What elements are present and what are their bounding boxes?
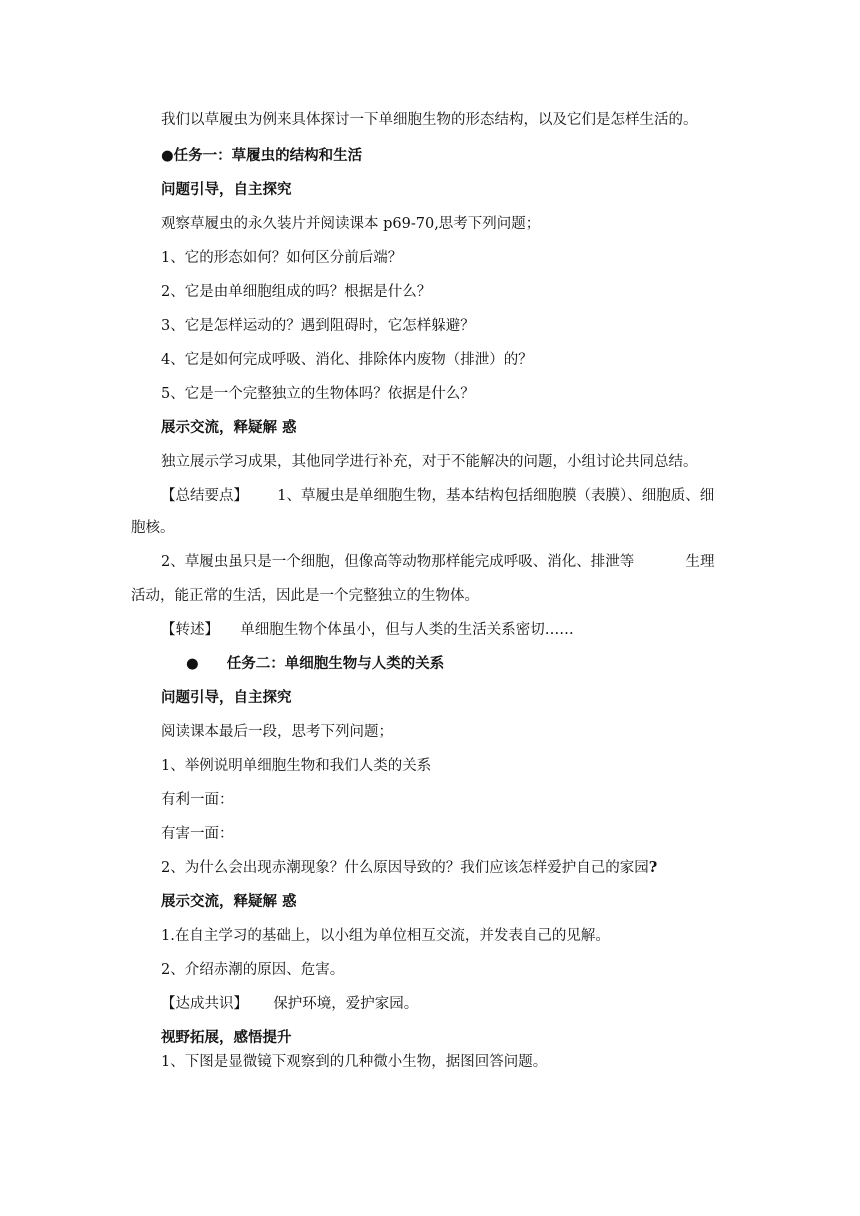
question-5: 5、它是一个完整独立的生物体吗？依据是什么？ [161,386,475,402]
summary-point2-text: 2、草履虫虽只是一个细胞，但像高等动物那样能完成呼吸、消化、排泄等 [161,554,635,570]
exchange-item-1: 1.在自主学习的基础上，以小组为单位相互交流，并发表自己的见解。 [161,928,610,944]
red-tide-question: 2、为什么会出现赤潮现象？什么原因导致的？我们应该怎样爱护自己的家园 [161,860,649,876]
summary-point1-text: 1、草履虫是单细胞生物，基本结构包括细胞膜（表膜）、细胞质、细 [277,488,715,504]
benefit-label: 有利一面： [161,792,234,808]
consensus-label: 【达成共识】 [161,996,248,1012]
red-tide-qmark: ? [648,859,658,876]
summary-point2-word: 生理 [685,554,715,570]
summary-label: 【总结要点】 [161,488,248,504]
summary-point2-cont: 活动，能正常的生活，因此是一个完整独立的生物体。 [131,588,479,604]
exchange-heading-2: 展示交流，释疑解 惑 [161,893,297,910]
exchange-item-2: 2、介绍赤潮的原因、危害。 [161,962,345,978]
guide-heading-2: 问题引导，自主探究 [161,689,292,706]
transition-line [161,620,574,640]
harm-label: 有害一面： [161,826,234,842]
expand-heading: 视野拓展，感悟提升 [161,1029,292,1046]
intro-paragraph: 我们以草履虫为例来具体探讨一下单细胞生物的形态结构，以及它们是怎样生活的。 [161,112,698,128]
transition-text: 单细胞生物个体虽小，但与人类的生活关系密切…… [240,622,574,638]
task2-heading: 任务二：单细胞生物与人类的关系 [226,655,445,672]
question-3: 3、它是怎样运动的？遇到阻碍时，它怎样躲避？ [161,318,475,334]
read-instruction: 阅读课本最后一段，思考下列问题； [161,724,393,740]
summary-point2-line1 [161,552,714,572]
guide-heading-1: 问题引导，自主探究 [161,181,292,198]
task1-heading: ●任务一：草履虫的结构和生活 [161,147,363,164]
task2-heading-line [186,654,444,674]
expand-question: 1、下图是显微镜下观察到的几种微小生物，据图回答问题。 [161,1054,548,1070]
transition-label: 【转述】 [161,622,219,638]
consensus-text: 保护环境，爱护家园。 [273,996,419,1012]
example-question: 1、举例说明单细胞生物和我们人类的关系 [161,758,432,774]
question-2: 2、它是由单细胞组成的吗？根据是什么？ [161,284,432,300]
exchange-heading-1: 展示交流，释疑解 惑 [161,419,297,436]
red-tide-question-line [161,858,657,878]
question-1: 1、它的形态如何？如何区分前后端？ [161,250,403,266]
summary-line-1 [161,486,714,506]
summary-point1-cont: 胞核。 [131,520,175,536]
task2-bullet: ● [186,655,199,672]
question-4: 4、它是如何完成呼吸、消化、排除体内废物（排泄）的？ [161,352,533,368]
consensus-line [161,994,418,1014]
observe-instruction: 观察草履虫的永久装片并阅读课本 p69-70,思考下列问题； [161,216,541,232]
exchange-text-1: 独立展示学习成果，其他同学进行补充，对于不能解决的问题，小组讨论共同总结。 [161,454,698,470]
